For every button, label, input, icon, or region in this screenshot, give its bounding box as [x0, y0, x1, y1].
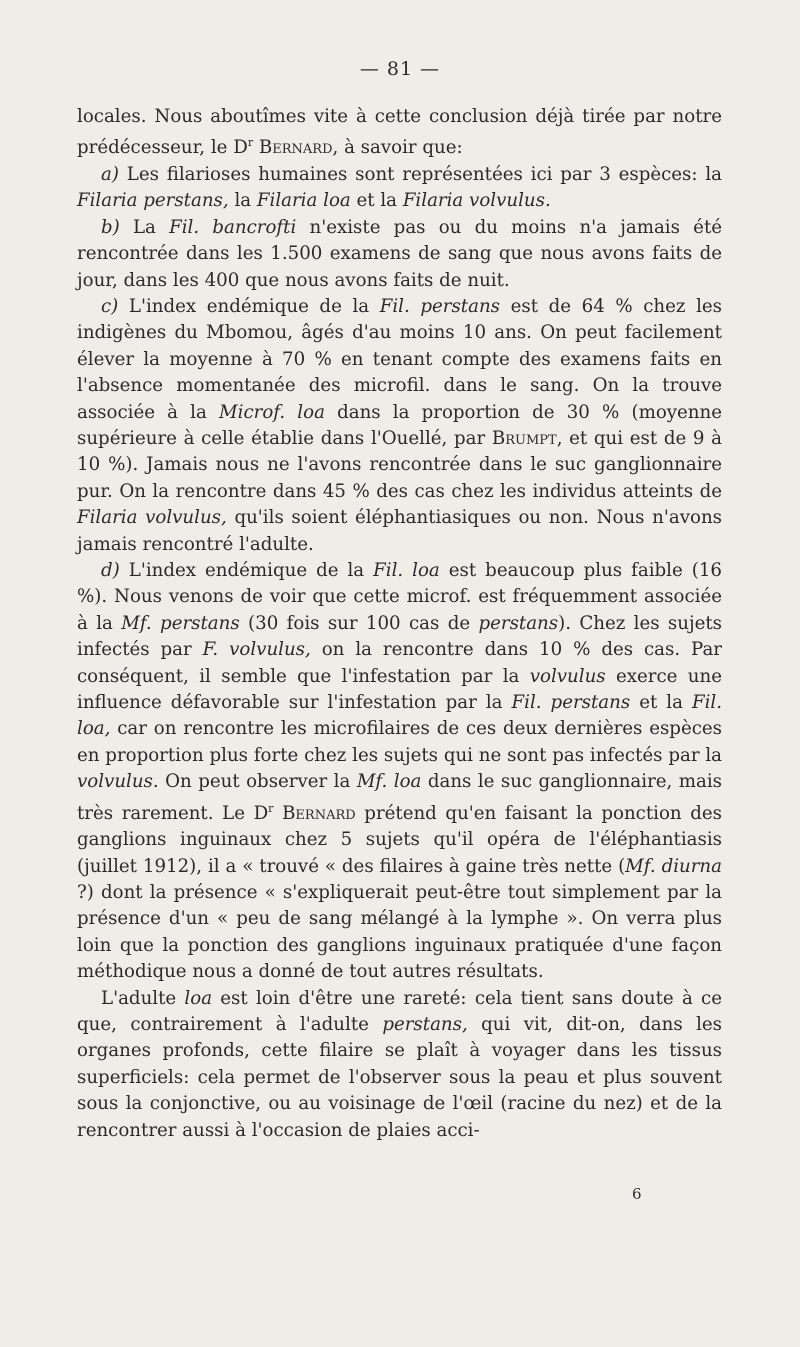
item-letter: b): [101, 216, 120, 238]
species-name: Mf. diurna: [625, 855, 722, 877]
text-run: . On peut observer la: [152, 771, 357, 793]
body-text: [77, 104, 722, 1144]
signature-mark: 6: [632, 1185, 642, 1203]
text-run: n'existe pas ou du moins n'a jamais été rencontrée dans les 1.500 examens de sang que nous avons faits de jour, dans les 400 que nous avons faits de nuit.: [77, 216, 723, 291]
text-run: qui vit, dit-on, dans les organes profonds, cette filaire se plaît à voyager dans les tissus superficiels: cela permet de l'observer sous la peau et plus souvent sous la conjonctive, ou au voisinage de l'œil (racine du nez) et de la rencontrer aussi à l'occasion de plaies acci-: [77, 1013, 722, 1141]
species-name: Fil. loa,: [77, 692, 723, 740]
text-run: , à savoir que:: [332, 137, 463, 159]
text-run: L'index endémique de la: [119, 559, 374, 581]
text-run: et la: [630, 692, 692, 713]
species-name: F. volvulus,: [202, 639, 311, 661]
text-run: L'index endémique de la: [118, 295, 380, 317]
species-name: perstans: [478, 612, 559, 634]
species-name: Filaria perstans,: [77, 190, 229, 212]
text-run: Les filarioses humaines sont représentées ici par 3 espèces: la: [118, 163, 722, 185]
text-run: L'adulte: [101, 987, 185, 1009]
species-name: Mf. loa: [356, 771, 422, 793]
text-run: on la rencontre dans 10 % des cas. Par conséquent, il semble que l'infestation par la: [77, 639, 722, 687]
text-run: est beaucoup plus faible (16 %). Nous venons de voir que cette microf. est fréquemment associée à la: [77, 559, 722, 634]
item-letter: c): [101, 295, 119, 317]
species-name: Fil. perstans: [379, 295, 500, 317]
page-number: — 81 —: [359, 58, 441, 80]
text-run: dans le suc ganglionnaire, mais très rarement. Le D: [77, 771, 722, 824]
species-name: Microf. loa: [219, 401, 325, 423]
species-name: Filaria loa: [256, 190, 351, 212]
text-run: locales. Nous aboutîmes vite à cette conclusion déjà tirée par notre prédécesseur, le D: [77, 106, 722, 159]
text-run: est loin d'être une rareté: cela tient sans doute à ce que, contrairement à l'adulte: [77, 987, 722, 1035]
species-name: Filaria volvulus.: [402, 190, 551, 212]
species-name: Mf. perstans: [121, 612, 240, 634]
text-run: exerce une influence défavorable sur l'infestation par la: [77, 665, 722, 713]
text-run: est de 64 % chez les indigènes du Mbomou, âgés d'au moins 10 ans. On peut facilement élever la moyenne à 70 % en tenant compte des examens faits en l'absence momentanée des microfil. dans le sang. On la trouve associée à la: [77, 295, 723, 423]
text-run: et la: [350, 190, 403, 212]
author-name: Bernard: [282, 802, 356, 824]
text-run: qu'ils soient éléphantiasiques ou non. Nous n'avons jamais rencontré l'adulte.: [77, 507, 722, 555]
paragraph-intro: [77, 104, 722, 162]
author-name: Brumpt: [491, 427, 557, 449]
text-run: La: [119, 216, 170, 238]
text-run: la: [228, 190, 257, 212]
text-run: car on rencontre les microfilaires de ces deux dernières espèces en proportion plus forte chez les sujets qui ne sont pas infectés par la: [77, 718, 722, 766]
paragraph-d: [77, 558, 722, 986]
superscript: r: [268, 801, 274, 815]
text-run: dans la proportion de 30 % (moyenne supérieure à celle établie dans l'Ouellé, par: [77, 401, 723, 449]
species-name: Fil. loa: [373, 559, 440, 581]
text-run: ). Chez les sujets infectés par: [77, 612, 723, 661]
text-run: (30 fois sur 100 cas de: [239, 612, 479, 634]
item-letter: d): [101, 559, 120, 581]
text-run: , et qui est de 9 à 10 %). Jamais nous ne l'avons rencontrée dans le suc ganglionnaire pur. On la rencontre dans 45 % des cas chez les individus atteints de: [77, 427, 722, 502]
superscript: r: [247, 136, 254, 150]
species-name: Fil. perstans: [511, 692, 631, 713]
paragraph-a: [77, 162, 722, 215]
item-letter: a): [101, 163, 119, 185]
text-run: ?) dont la présence « s'expliquerait peut-être tout simplement par la présence d'un « peu de sang mélangé à la lymphe ». On verra plus loin que la ponction des ganglions inguinaux pratiquée d'une façon méthodique nous a donné de tout autres résultats.: [77, 881, 722, 983]
paragraph-c: [77, 294, 722, 558]
species-name: volvulus: [77, 771, 153, 793]
paragraph-b: [77, 215, 722, 294]
species-name: volvulus: [529, 665, 606, 687]
species-name: Filaria volvulus,: [77, 507, 227, 529]
species-name: loa: [184, 987, 213, 1009]
author-name: Bernard: [258, 137, 333, 159]
text-run: prétend qu'en faisant la ponction des ganglions inguinaux chez 5 sujets qu'il opéra de l'éléphantiasis (juillet 1912), il a « trouvé « des filaires à gaine très nette (: [77, 802, 722, 877]
species-name: perstans,: [382, 1013, 468, 1035]
paragraph-e: [77, 986, 722, 1144]
species-name: Fil. bancrofti: [169, 216, 297, 238]
